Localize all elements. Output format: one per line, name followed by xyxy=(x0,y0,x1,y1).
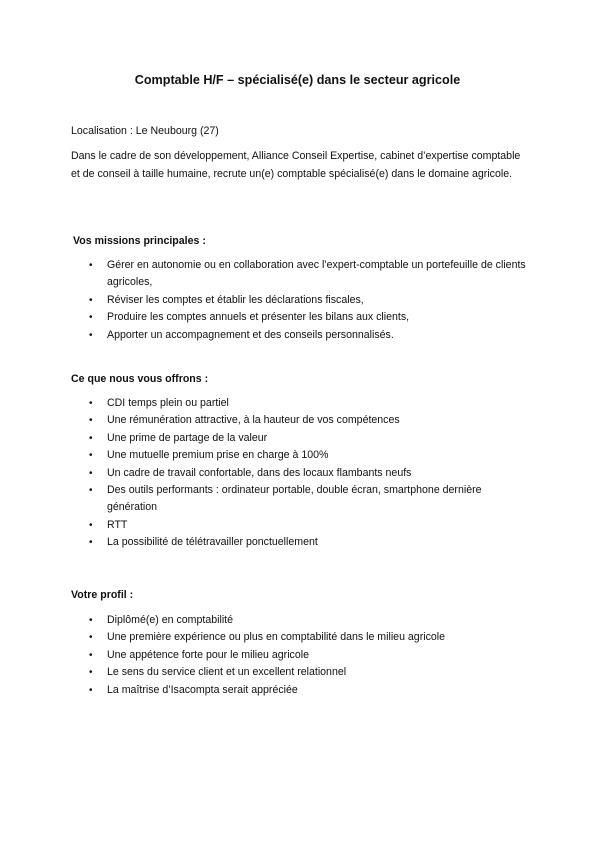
missions-list xyxy=(0,257,527,344)
offers-heading: Ce que nous vous offrons : xyxy=(71,373,209,385)
bullet-icon: • xyxy=(89,415,93,427)
bullet-icon: • xyxy=(89,537,93,549)
bullet-icon: • xyxy=(89,398,93,409)
bullet-icon: • xyxy=(89,260,93,271)
list-item: • Gérer en autonomie ou en collaboration avec l’expert-comptable un portefeuille de clients agricoles, xyxy=(89,259,526,289)
list-item: • Une appétence forte pour le milieu agricole xyxy=(0,647,527,664)
offers-list xyxy=(0,395,527,552)
list-item: • Une rémunération attractive, à la hauteur de vos compétences xyxy=(0,412,527,429)
list-item: • La maîtrise d’Isacompta serait appréciée xyxy=(0,682,527,699)
bullet-icon: • xyxy=(89,615,93,626)
bullet-icon: • xyxy=(89,467,93,479)
bullet-icon: • xyxy=(89,519,93,531)
list-item: • CDI temps plein ou partiel xyxy=(0,395,527,412)
list-item: • Le sens du service client et un excellent relationnel xyxy=(0,664,527,681)
bullet-icon: • xyxy=(89,450,93,462)
bullet-icon: • xyxy=(89,684,93,696)
bullet-icon: • xyxy=(89,649,93,661)
job-location: Localisation : Le Neubourg (27) xyxy=(71,125,219,137)
intro-paragraph: Dans le cadre de son développement, Alliance Conseil Expertise, cabinet d’expertise comptable et de conseil à taille humaine, recrute un(e) comptable spécialisé(e) dans le domaine agricole. xyxy=(71,150,521,180)
list-item: • Un cadre de travail confortable, dans des locaux flambants neufs xyxy=(0,465,527,482)
missions-heading: Vos missions principales : xyxy=(73,235,206,247)
bullet-icon: • xyxy=(89,312,93,324)
profile-list xyxy=(0,612,527,699)
profile-heading: Votre profil : xyxy=(71,589,134,601)
list-item: • Diplômé(e) en comptabilité xyxy=(0,612,527,629)
list-item: • Réviser les comptes et établir les déclarations fiscales, xyxy=(0,292,527,309)
job-title: Comptable H/F – spécialisé(e) dans le secteur agricole xyxy=(134,73,461,87)
list-item: • Produire les comptes annuels et présenter les bilans aux clients, xyxy=(0,309,527,326)
bullet-icon: • xyxy=(89,329,93,341)
bullet-icon: • xyxy=(89,432,93,444)
bullet-icon: • xyxy=(89,485,93,497)
list-item: • RTT xyxy=(0,517,527,534)
list-item: • Apporter un accompagnement et des conseils personnalisés. xyxy=(0,327,527,344)
bullet-icon: • xyxy=(89,294,93,306)
bullet-icon: • xyxy=(89,632,93,644)
list-item: • Une première expérience ou plus en comptabilité dans le milieu agricole xyxy=(0,629,527,646)
list-item: • Des outils performants : ordinateur portable, double écran, smartphone dernière génération xyxy=(89,484,482,514)
list-item: • La possibilité de télétravailler ponctuellement xyxy=(0,534,527,551)
bullet-icon: • xyxy=(89,667,93,679)
list-item: • Une mutuelle premium prise en charge à 100% xyxy=(0,447,527,464)
list-item: • Une prime de partage de la valeur xyxy=(0,430,527,447)
